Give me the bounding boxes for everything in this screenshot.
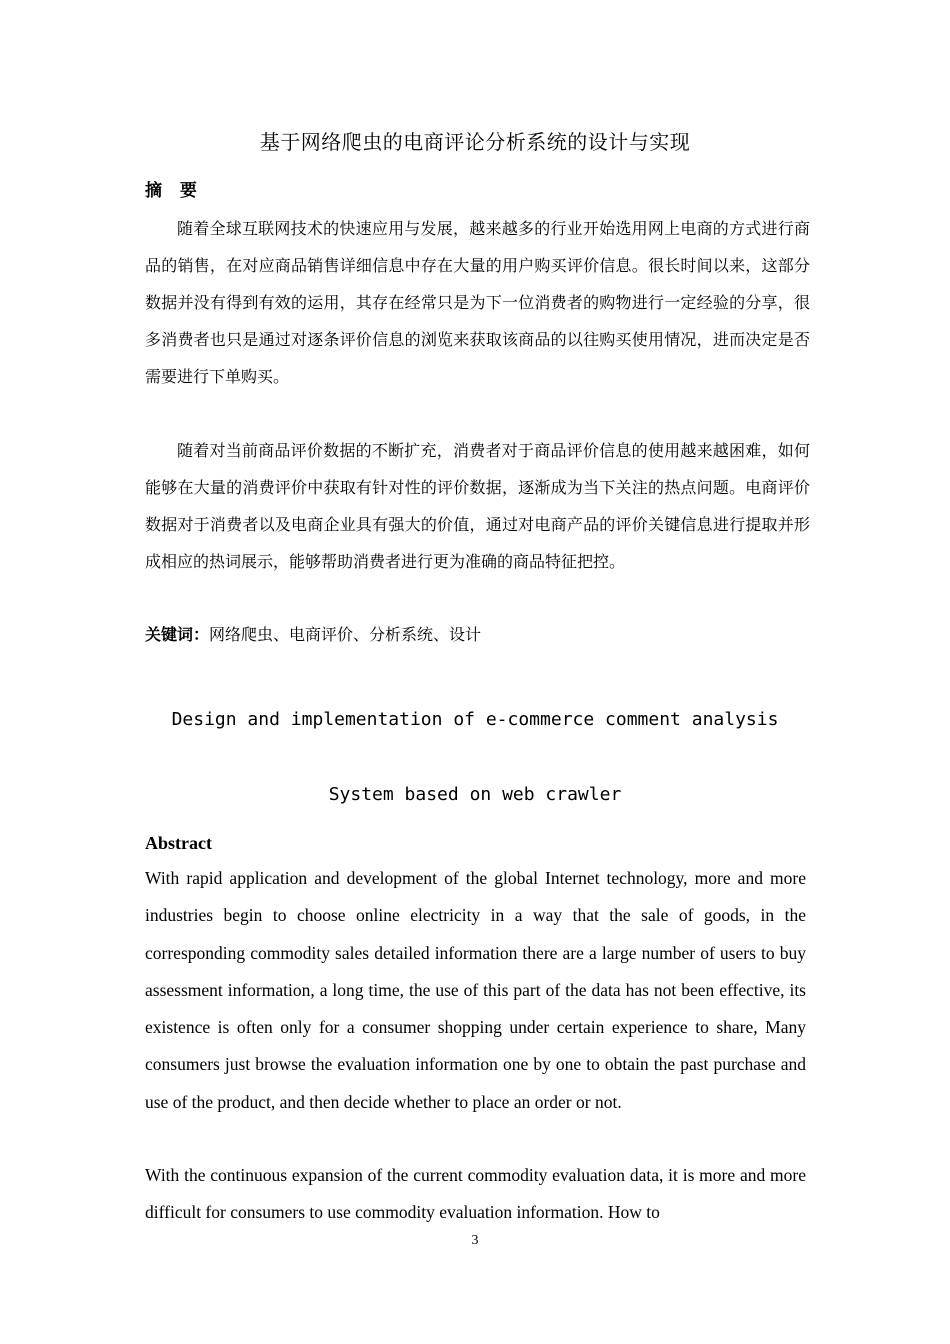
chinese-title: 基于网络爬虫的电商评论分析系统的设计与实现 (259, 130, 691, 154)
chinese-keywords (145, 618, 810, 653)
english-abstract-paragraph-1: With rapid application and development of the global Internet technology, more and more industries begin to choose online electricity in a way that the sale of goods, in the corresponding commodity sales detailed information there are a large number of users to buy assessment information, a long time, the use of this part of the data has not been effective, its existence is often only for a consumer shopping under certain experience to share, Many consumers just browse the evaluation information one by one to obtain the past purchase and use of the product, and then decide whether to place an order or not. (145, 868, 806, 1112)
english-abstract-heading: Abstract (145, 833, 212, 853)
chinese-abstract-heading: 摘 要 (145, 181, 203, 201)
english-title-line-1: Design and implementation of e-commerce comment analysis (171, 709, 779, 730)
chinese-abstract-paragraph-2: 随着对当前商品评价数据的不断扩充，消费者对于商品评价信息的使用越来越困难，如何能够在大量的消费评价中获取有针对性的评价数据，逐渐成为当下关注的热点问题。电商评价数据对于消费者以及电商企业具有强大的价值，通过对电商产品的评价关键信息进行提取并形成相应的热词展示，能够帮助消费者进行更为准确的商品特征把控。 (145, 441, 810, 571)
keywords-label: 关键词： (145, 625, 210, 644)
english-abstract-paragraph-2: With the continuous expansion of the current commodity evaluation data, it is more and more difficult for consumers to use commodity evaluation information. How to (145, 1165, 806, 1223)
chinese-abstract-paragraph-1: 随着全球互联网技术的快速应用与发展，越来越多的行业开始选用网上电商的方式进行商品的销售，在对应商品销售详细信息中存在大量的用户购买评价信息。很长时间以来，这部分数据并没有得到有效的运用，其存在经常只是为下一位消费者的购物进行一定经验的分享，很多消费者也只是通过对逐条评价信息的浏览来获取该商品的以往购买使用情况，进而决定是否需要进行下单购买。 (145, 219, 810, 386)
english-title-line-2: System based on web crawler (328, 784, 622, 805)
keywords-value: 网络爬虫、电商评价、分析系统、设计 (209, 625, 482, 644)
page-number: 3 (471, 1233, 479, 1248)
